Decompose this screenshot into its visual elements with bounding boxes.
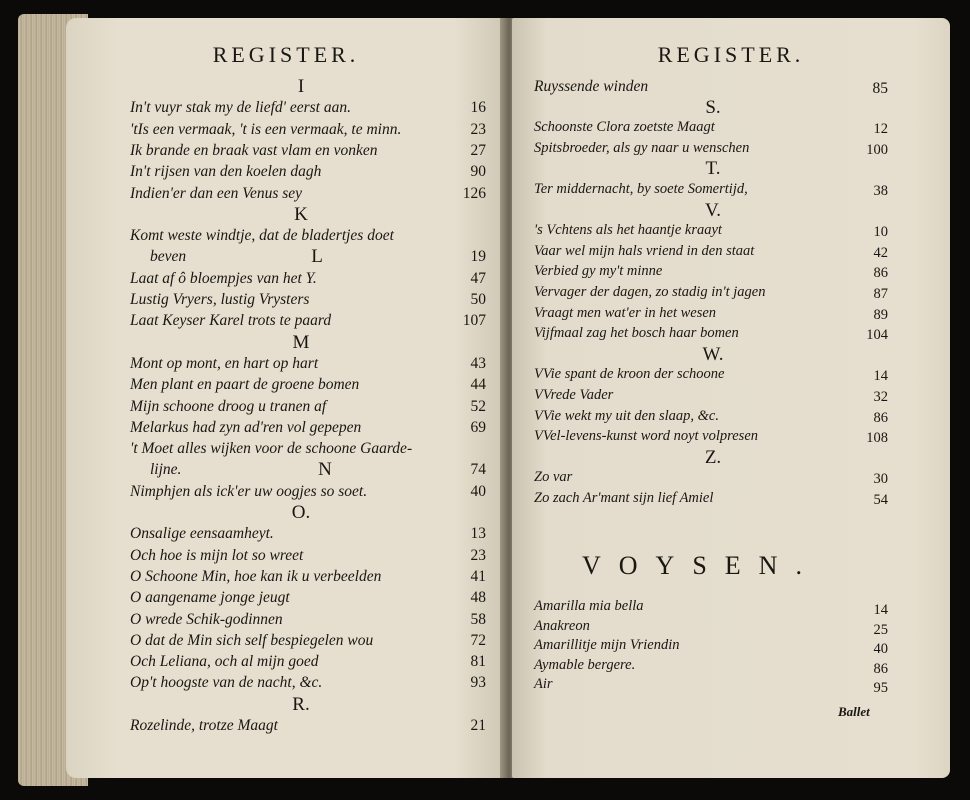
section-letter: K (294, 203, 308, 225)
index-entry: VVie spant de kroon der schoone (534, 366, 725, 383)
index-entry: beven (150, 248, 187, 266)
right-heading: REGISTER. (657, 42, 805, 67)
page-number: 126 (462, 184, 486, 202)
index-entry: Ter middernacht, by soete Somertijd, (534, 181, 748, 197)
section-letter: M (292, 331, 310, 353)
index-entry: Vervager der dagen, zo stadig in't jagen (534, 284, 766, 300)
index-entry: lijne. (150, 461, 182, 479)
page-number: 87 (873, 286, 888, 302)
index-entry: Indien'er dan een Venus sey (130, 184, 303, 202)
voysen-entry: Amarilla mia bella (534, 598, 644, 614)
page-number: 44 (470, 376, 486, 394)
page-number: 47 (470, 269, 486, 287)
page-number: 89 (873, 306, 888, 323)
page-number: 27 (470, 141, 486, 159)
index-entry: Vraagt men wat'er in het wesen (534, 304, 717, 321)
section-letter: N (318, 459, 332, 481)
section-letter: I (297, 76, 305, 97)
index-entry: Ruyssende winden (534, 78, 649, 95)
index-entry: Spitsbroeder, als gy naar u wenschen (534, 139, 750, 156)
page-number: 41 (470, 567, 486, 585)
page-number: 86 (873, 409, 888, 426)
page-number: 107 (462, 312, 486, 330)
index-entry: Schoonste Clora zoetste Maagt (534, 119, 715, 136)
page-number: 19 (470, 248, 486, 266)
page-number: 100 (866, 141, 888, 158)
page-number: 54 (873, 492, 888, 508)
page-number: 40 (873, 641, 888, 657)
section-letter: R. (292, 693, 310, 715)
page-number: 23 (470, 120, 486, 138)
index-entry: Ik brande en braak vast vlam en vonken (130, 141, 378, 159)
index-entry: Melarkus had zyn ad'ren vol gepepen (130, 418, 362, 436)
section-letter: T. (705, 158, 721, 180)
index-entry: VVie wekt my uit den slaap, &c. (534, 407, 719, 424)
page-number: 52 (470, 397, 486, 415)
page-number: 42 (873, 244, 888, 261)
section-letter: L (311, 246, 323, 268)
index-entry: In't vuyr stak my de liefd' eerst aan. (130, 99, 351, 117)
page-number: 30 (873, 471, 888, 488)
index-entry: Zo zach Ar'mant sijn lief Amiel (534, 490, 714, 506)
index-entry: Zo var (534, 469, 573, 486)
page-number: 90 (470, 163, 486, 181)
page-number: 104 (866, 327, 888, 344)
index-entry: Lustig Vryers, lustig Vrysters (130, 291, 310, 308)
page-number: 40 (470, 482, 486, 500)
voysen-heading: VOYSEN. (582, 551, 820, 580)
page-number: 74 (470, 461, 486, 479)
page-number: 38 (873, 183, 888, 199)
page-number: 14 (873, 602, 888, 618)
index-entry: VVrede Vader (534, 387, 614, 403)
page-number: 85 (872, 80, 888, 97)
index-entry: Onsalige eensaamheyt. (130, 525, 274, 543)
page-number: 14 (873, 368, 888, 385)
index-entry: Och Leliana, och al mijn goed (130, 653, 319, 671)
right-page (512, 18, 950, 778)
page-number: 25 (873, 621, 888, 638)
page-number: 12 (873, 121, 888, 138)
page-number: 69 (470, 418, 486, 436)
index-entry: 's Vchtens als het haantje kraayt (534, 222, 722, 239)
index-entry: Vaar wel mijn hals vriend in den staat (534, 242, 755, 259)
index-entry: Op't hoogste van de nacht, &c. (130, 674, 323, 692)
page-number: 93 (470, 674, 486, 692)
page-number: 95 (873, 680, 888, 696)
page-number: 23 (470, 546, 486, 564)
index-entry: Komt weste windtje, dat de bladertjes doet (130, 227, 394, 245)
page-number: 81 (470, 653, 486, 671)
index-entry: O dat de Min sich self bespiegelen wou (130, 631, 374, 649)
voysen-entry: Aymable bergere. (534, 656, 636, 673)
section-letter: V. (704, 199, 722, 221)
index-entry: Och hoe is mijn lot so wreet (130, 546, 304, 564)
index-entry: Laat Keyser Karel trots te paard (130, 312, 332, 330)
page-number: 48 (470, 589, 486, 607)
index-entry: VVel-levens-kunst word noyt volpresen (534, 428, 759, 445)
page-number: 13 (470, 525, 486, 543)
page-number: 21 (470, 717, 486, 734)
voysen-entry: Anakreon (534, 617, 590, 634)
index-entry: Men plant en paart de groene bomen (130, 376, 360, 394)
page-number: 108 (866, 430, 888, 447)
index-entry: 'tIs een vermaak, 't is een vermaak, te minn. (130, 120, 402, 138)
page-number: 43 (470, 354, 486, 372)
page-number: 86 (873, 660, 888, 677)
left-heading: REGISTER. (212, 42, 360, 67)
section-letter: O. (291, 502, 311, 523)
index-entry: 't Moet alles wijken voor de schoone Gaarde- (130, 440, 413, 458)
index-entry: O wrede Schik-godinnen (130, 610, 283, 628)
page-number: 86 (873, 265, 888, 282)
index-entry: Mijn schoone droog u tranen af (130, 397, 327, 415)
index-entry: Nimphjen als ick'er uw oogjes so soet. (130, 482, 368, 500)
page-number: 72 (470, 631, 486, 649)
index-entry: Verbied gy my't minne (534, 263, 663, 280)
index-entry: Mont op mont, en hart op hart (130, 354, 319, 372)
page-number: 10 (873, 224, 888, 241)
page-number: 50 (470, 291, 486, 308)
section-letter: Z. (704, 446, 722, 468)
left-page (66, 18, 506, 778)
index-entry: Rozelinde, trotze Maagt (130, 717, 278, 734)
index-entry: Vijfmaal zag het bosch haar bomen (534, 325, 739, 342)
index-entry: Laat af ô bloempjes van het Y. (130, 269, 317, 287)
section-letter: W. (702, 343, 724, 365)
voysen-entry: Amarillitje mijn Vriendin (534, 637, 680, 653)
catchword: Ballet (838, 704, 870, 719)
index-entry: O Schoone Min, hoe kan ik u verbeelden (130, 567, 382, 585)
voysen-entry: Air (534, 676, 553, 692)
section-letter: S. (705, 96, 721, 118)
index-entry: O aangename jonge jeugt (130, 589, 290, 607)
page-number: 58 (470, 610, 486, 628)
index-entry: In't rijsen van den koelen dagh (130, 163, 322, 181)
page-number: 16 (470, 99, 486, 117)
page-number: 32 (873, 389, 888, 405)
